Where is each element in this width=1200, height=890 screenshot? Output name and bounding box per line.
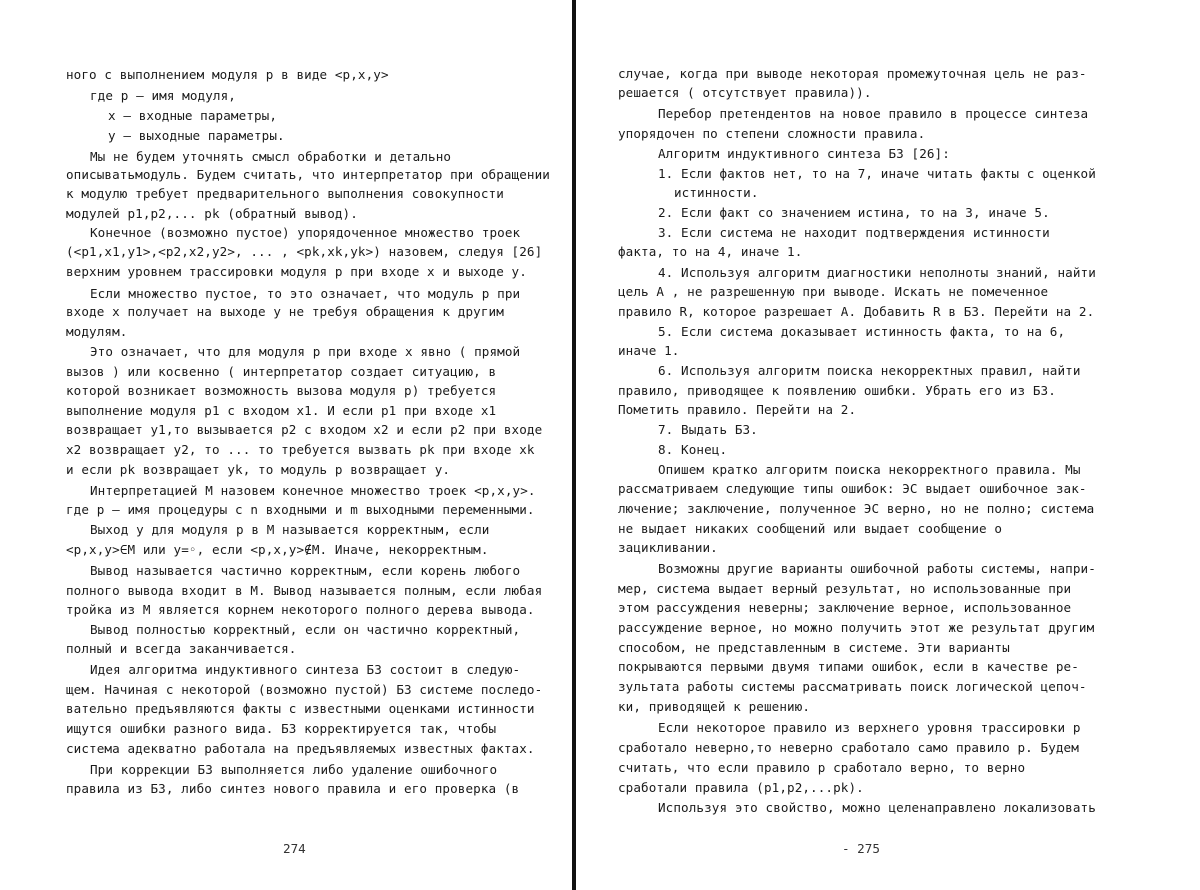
text-line: этом рассуждения неверны; заключение верное, использованное	[618, 600, 1072, 615]
page-number: 274	[283, 841, 306, 856]
text-line: система адекватно работала на предъявляемых известных фактах.	[66, 741, 535, 756]
text-line: покрываются первыми двумя типами ошибок, если в качестве ре-	[618, 659, 1079, 674]
text-line: сработало неверно,то неверно сработало само правило p. Будем	[618, 740, 1079, 755]
text-line: способом, не представленным в системе. Эти варианты	[618, 640, 1010, 655]
text-line: выполнение модуля p1 с входом x1. И если p1 при входе x1	[66, 403, 497, 418]
text-line: Если некоторое правило из верхнего уровня трассировки p	[658, 720, 1081, 735]
text-line: Идея алгоритма индуктивного синтеза БЗ состоит в следую-	[90, 662, 521, 677]
text-line: правило, приводящее к появлению ошибки. Убрать его из БЗ.	[618, 383, 1056, 398]
text-line: сработали правила (p1,p2,...pk).	[618, 780, 864, 795]
text-line: Мы не будем уточнять смысл обработки и детально	[90, 149, 452, 164]
text-line: полный и всегда заканчивается.	[66, 641, 297, 656]
text-line: цель A , не разрешенную при выводе. Искать не помеченное	[618, 284, 1049, 299]
text-line: 7. Выдать БЗ.	[658, 422, 758, 437]
text-line: 5. Если система доказывает истинность факта, то на 6,	[658, 324, 1066, 339]
text-line: решается ( отсутствует правила)).	[618, 85, 872, 100]
text-line: 1. Если фактов нет, то на 7, иначе читать факты с оценкой	[658, 166, 1096, 181]
text-line: описыватьмодуль. Будем считать, что интерпретатор при обращении	[66, 167, 550, 182]
text-line: правила из БЗ, либо синтез нового правила и его проверка (в	[66, 781, 520, 796]
page-gutter	[572, 0, 576, 890]
text-line: Возможны другие варианты ошибочной работы системы, напри-	[658, 561, 1096, 576]
text-line: Перебор претендентов на новое правило в процессе синтеза	[658, 106, 1089, 121]
text-line: зультата работы системы рассматривать поиск логической цепоч-	[618, 679, 1087, 694]
text-line: вательно предъявляются факты с известными оценками истинности	[66, 701, 535, 716]
text-line: Конечное (возможно пустое) упорядоченное множество троек	[90, 225, 521, 240]
text-line: y – выходные параметры.	[108, 128, 285, 143]
text-line: Это означает, что для модуля p при входе x явно ( прямой	[90, 344, 521, 359]
text-line: 2. Если факт со значением истина, то на 3, иначе 5.	[658, 205, 1050, 220]
text-line: вызов ) или косвенно ( интерпретатор создает ситуацию, в	[66, 364, 497, 379]
text-line: ки, приводящей к решению.	[618, 699, 811, 714]
right-page	[578, 0, 1200, 890]
text-line: Алгоритм индуктивного синтеза БЗ [26]:	[658, 146, 950, 161]
text-line: <p,x,y>∈M или y=◦, если <p,x,y>∉M. Иначе, некорректным.	[66, 542, 489, 557]
text-line: 4. Используя алгоритм диагностики неполноты знаний, найти	[658, 265, 1096, 280]
text-line: модулям.	[66, 324, 128, 339]
text-line: считать, что если правило p сработало верно, то верно	[618, 760, 1026, 775]
text-line: иначе 1.	[618, 343, 680, 358]
text-line: рассуждение верное, но можно получить этот же результат другим	[618, 620, 1095, 635]
text-line: мер, система выдает верный результат, но использованные при	[618, 581, 1072, 596]
text-line: тройка из M является корнем некоторого полного дерева вывода.	[66, 602, 535, 617]
text-line: правило R, которое разрешает A. Добавить R в БЗ. Перейти на 2.	[618, 304, 1095, 319]
text-line: к модулю требует предварительного выполнения совокупности	[66, 186, 504, 201]
text-line: и если pk возвращает yk, то модуль p возвращает y.	[66, 462, 451, 477]
text-line: зацикливании.	[618, 540, 718, 555]
left-page	[0, 0, 573, 890]
text-line: верхним уровнем трассировки модуля p при входе x и выходе y.	[66, 264, 527, 279]
text-line: ищутся ошибки разного вида. БЗ корректируется так, чтобы	[66, 721, 497, 736]
text-line: которой возникает возможность вызова модуля p) требуется	[66, 383, 497, 398]
text-line: Используя это свойство, можно целенаправлено локализовать	[658, 800, 1096, 815]
text-line: полного вывода входит в M. Вывод называется полным, если любая	[66, 583, 543, 598]
text-line: 8. Конец.	[658, 442, 728, 457]
text-line: x – входные параметры,	[108, 108, 278, 123]
text-line: модулей p1,p2,... pk (обратный вывод).	[66, 206, 358, 221]
text-line: упорядочен по степени сложности правила.	[618, 126, 926, 141]
text-line: щем. Начиная с некоторой (возможно пустой) БЗ системе последо-	[66, 682, 543, 697]
text-line: Выход y для модуля p в M называется корректным, если	[90, 522, 490, 537]
text-line: истинности.	[674, 185, 759, 200]
text-line: Опишем кратко алгоритм поиска некорректного правила. Мы	[658, 462, 1081, 477]
text-line: лючение; заключение, полученное ЭС верно, но не полно; система	[618, 501, 1095, 516]
text-line: входе x получает на выходе y не требуя обращения к другим	[66, 304, 504, 319]
text-line: возвращает y1,то вызывается p2 с входом x2 и если p2 при входе	[66, 422, 543, 437]
text-line: 6. Используя алгоритм поиска некорректных правил, найти	[658, 363, 1081, 378]
text-line: где p – имя процедуры с n входными и m выходными переменными.	[66, 502, 535, 517]
text-line: не выдает никаких сообщений или выдает сообщение о	[618, 521, 1003, 536]
text-line: При коррекции БЗ выполняется либо удаление ошибочного	[90, 762, 498, 777]
text-line: Интерпретацией M назовем конечное множество троек <p,x,y>.	[90, 483, 536, 498]
text-line: Вывод полностью корректный, если он частично корректный,	[90, 622, 521, 637]
page-number: - 275	[842, 841, 880, 856]
text-line: Вывод называется частично корректным, если корень любого	[90, 563, 521, 578]
text-line: Пометить правило. Перейти на 2.	[618, 402, 857, 417]
text-line: x2 возвращает y2, то ... то требуется вызвать pk при входе xk	[66, 442, 535, 457]
text-line: ного с выполнением модуля p в виде <p,x,y>	[66, 67, 389, 82]
text-line: Если множество пустое, то это означает, что модуль p при	[90, 286, 521, 301]
text-line: 3. Если система не находит подтверждения истинности	[658, 225, 1050, 240]
text-line: где p – имя модуля,	[90, 88, 236, 103]
text-line: рассматриваем следующие типы ошибок: ЭС выдает ошибочное зак-	[618, 481, 1087, 496]
text-line: случае, когда при выводе некоторая промежуточная цель не раз-	[618, 66, 1087, 81]
text-line: факта, то на 4, иначе 1.	[618, 244, 803, 259]
text-line: (<p1,x1,y1>,<p2,x2,y2>, ... , <pk,xk,yk>) назовем, следуя [26]	[66, 244, 543, 259]
